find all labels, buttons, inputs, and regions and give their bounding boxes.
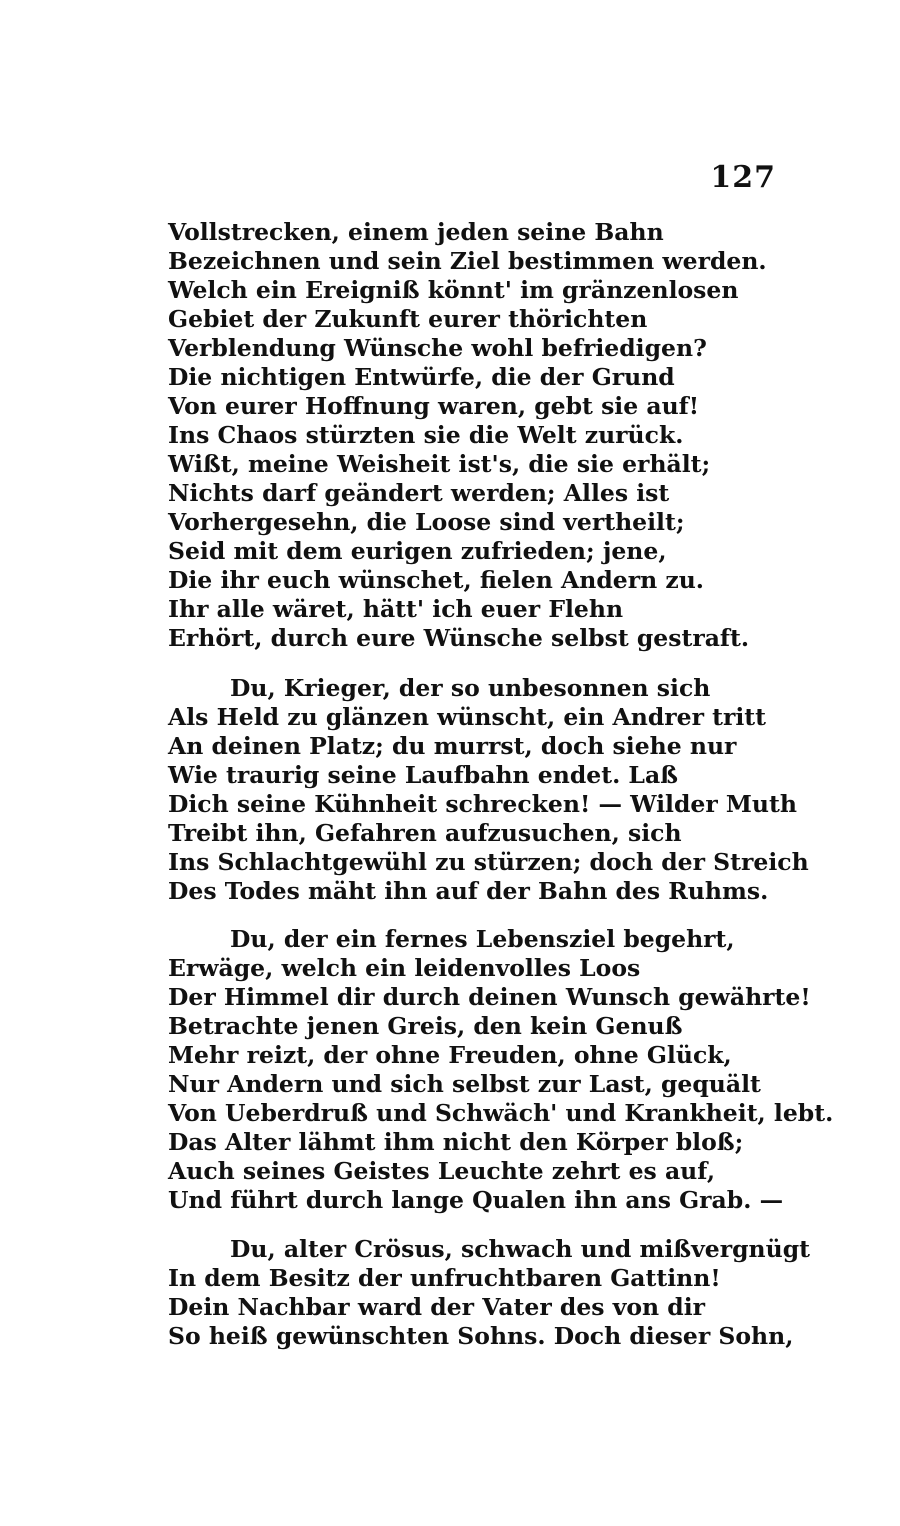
verse-line: Du, Krieger, der so unbesonnen sich bbox=[230, 674, 711, 702]
verse-line: Gebiet der Zukunft eurer thörichten bbox=[168, 305, 648, 333]
verse-line: Wie traurig seine Laufbahn endet. Laß bbox=[168, 761, 679, 789]
verse-line: Von Ueberdruß und Schwäch' und Krankheit, lebt. bbox=[168, 1099, 834, 1127]
stanza-3 bbox=[168, 925, 834, 1215]
verse-line: An deinen Platz; du murrst, doch siehe nur bbox=[168, 732, 737, 760]
verse-line: Ins Chaos stürzten sie die Welt zurück. bbox=[168, 421, 684, 449]
verse-line: Als Held zu glänzen wünscht, ein Andrer tritt bbox=[168, 703, 767, 731]
verse-line: Der Himmel dir durch deinen Wunsch gewährte! bbox=[168, 983, 811, 1011]
verse-line: Welch ein Ereigniß könnt' im gränzenlosen bbox=[168, 276, 739, 304]
verse-line: Dein Nachbar ward der Vater des von dir bbox=[168, 1293, 706, 1321]
stanza-1 bbox=[168, 218, 788, 653]
verse-line: Betrachte jenen Greis, den kein Genuß bbox=[168, 1012, 683, 1040]
stanza-2 bbox=[168, 674, 809, 906]
verse-line: Erwäge, welch ein leidenvolles Loos bbox=[168, 954, 641, 982]
verse-line: Dich seine Kühnheit schrecken! — Wilder Muth bbox=[168, 790, 797, 818]
verse-line: Nichts darf geändert werden; Alles ist bbox=[168, 479, 670, 507]
verse-line: Von eurer Hoffnung waren, gebt sie auf! bbox=[168, 392, 700, 420]
verse-line: Mehr reizt, der ohne Freuden, ohne Glück, bbox=[168, 1041, 732, 1069]
verse-line: Treibt ihn, Gefahren aufzusuchen, sich bbox=[168, 819, 682, 847]
verse-line: Nur Andern und sich selbst zur Last, gequält bbox=[168, 1070, 761, 1098]
verse-line: Verblendung Wünsche wohl befriedigen? bbox=[168, 334, 707, 362]
verse-line: Bezeichnen und sein Ziel bestimmen werden. bbox=[168, 247, 767, 275]
verse-line: Die ihr euch wünschet, fielen Andern zu. bbox=[168, 566, 704, 594]
verse-line: Das Alter lähmt ihm nicht den Körper bloß; bbox=[168, 1128, 744, 1156]
verse-line: Du, alter Crösus, schwach und mißvergnügt bbox=[230, 1235, 810, 1263]
verse-line: Des Todes mäht ihn auf der Bahn des Ruhms. bbox=[168, 877, 769, 905]
verse-line: Auch seines Geistes Leuchte zehrt es auf, bbox=[168, 1157, 716, 1185]
verse-line: Ihr alle wäret, hätt' ich euer Flehn bbox=[168, 595, 624, 623]
stanza-4 bbox=[168, 1235, 810, 1351]
verse-line: Ins Schlachtgewühl zu stürzen; doch der Streich bbox=[168, 848, 809, 876]
verse-line: Vorhergesehn, die Loose sind vertheilt; bbox=[168, 508, 685, 536]
verse-line: Seid mit dem eurigen zufrieden; jene, bbox=[168, 537, 667, 565]
verse-line: Du, der ein fernes Lebensziel begehrt, bbox=[230, 925, 735, 953]
page-number: 127 bbox=[710, 160, 776, 195]
verse-line: Die nichtigen Entwürfe, die der Grund bbox=[168, 363, 675, 391]
verse-line: So heiß gewünschten Sohns. Doch dieser Sohn, bbox=[168, 1322, 794, 1350]
verse-line: Erhört, durch eure Wünsche selbst gestraft. bbox=[168, 624, 750, 652]
verse-line: In dem Besitz der unfruchtbaren Gattinn! bbox=[168, 1264, 721, 1292]
verse-line: Wißt, meine Weisheit ist's, die sie erhält; bbox=[168, 450, 711, 478]
verse-line: Vollstrecken, einem jeden seine Bahn bbox=[168, 218, 664, 246]
verse-line: Und führt durch lange Qualen ihn ans Grab. — bbox=[168, 1186, 784, 1214]
